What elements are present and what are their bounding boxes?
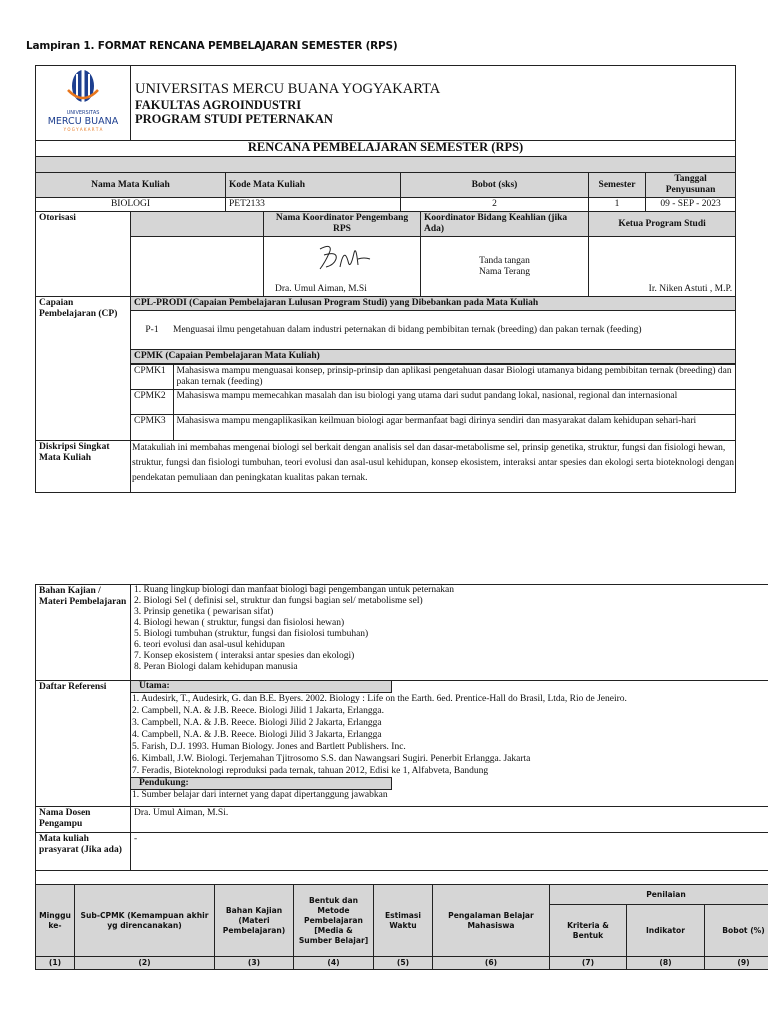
date-value: 09 - SEP - 2023 [646, 198, 736, 212]
otorisasi-blank [131, 212, 264, 237]
signature-placeholder [421, 237, 589, 297]
col-number: (9) [705, 957, 768, 970]
col-time-header: Estimasi Waktu [374, 885, 433, 957]
list-item: 1. Sumber belajar dari internet yang dapat dipertanggung jawabkan [132, 790, 388, 800]
cpmk-code: CPMK2 [131, 390, 173, 415]
head-name: Ir. Niken Astuti , M.P. [648, 284, 733, 294]
list-item: 8. Peran Biologi dalam kehidupan manusia [134, 662, 298, 672]
course-name-value: BIOLOGI [36, 198, 226, 212]
col-week-header: Minggu ke- [36, 885, 75, 957]
course-code-value: PET2133 [226, 198, 401, 212]
coordinator-name: Dra. Umul Aiman, M.Si [275, 284, 367, 294]
list-item: 2. Campbell, N.A. & J.B. Reece. Biologi Jilid 1 Jakarta, Erlangga. [132, 706, 384, 716]
col-number: (3) [215, 957, 294, 970]
prasyarat-label: Mata kuliah prasyarat (Jika ada) [36, 833, 131, 871]
col-number: (4) [294, 957, 374, 970]
spacer-row [36, 157, 736, 173]
otorisasi-label: Otorisasi [36, 212, 131, 297]
course-name-label: Nama Mata Kuliah [36, 173, 226, 198]
expertise-label: Koordinator Bidang Keahlian (jika Ada) [421, 212, 589, 237]
coordinator-signature-cell [264, 237, 421, 297]
deskripsi-text: Matakuliah ini membahas mengenai biologi sel berkait dengan analisis sel dan dasar-metabolisme sel, prinsip genetika, struktur, fungsi dan fisiologi hewan, struktur, fungsi dan fisiologi tumbuhan, teori evolusi dan asal-usul kehidupan, konsep ekosistem, interaksi antar spesies dan ekologi serta bioteknologi dengan pendekatan pemuliaan dan peningkatan kualitas pakan ternak. [131, 440, 736, 492]
coordinator-label: Nama Koordinator Pengembang RPS [264, 212, 421, 237]
col-number: (5) [374, 957, 433, 970]
appendix-caption: Lampiran 1. FORMAT RENCANA PEMBELAJARAN SEMESTER (RPS) [26, 40, 398, 52]
rps-detail-table [35, 584, 768, 970]
semester-value: 1 [589, 198, 646, 212]
cpmk-code: CPMK1 [131, 365, 173, 390]
date-label: Tanggal Penyusunan [646, 173, 736, 198]
cpmk-text: Mahasiswa mampu memecahkan masalah dan isu biologi yang utama dari sudut pandang lokal, nasional, regional dan internasional [173, 390, 735, 415]
cpmk-text: Mahasiswa mampu menguasai konsep, prinsip-prinsip dan aplikasi pengetahuan dasar Biologi utamanya bidang pembibitan ternak (breeding) dan pakan ternak (feeding) [173, 365, 735, 390]
col-method-header: Bentuk dan Metode Pembelajaran [Media & Sumber Belajar] [294, 885, 374, 957]
logo-top-text: UNIVERSITAS [66, 110, 100, 116]
bahan-kajian-label: Bahan Kajian / Materi Pembelajaran [36, 585, 131, 681]
dosen-label: Nama Dosen Pengampu [36, 807, 131, 833]
list-item: 7. Feradis, Bioteknologi reproduksi pada ternak, tahuan 2012, Edisi ke 1, Alfabveta, Bandung [132, 766, 489, 776]
list-item: 2. Biologi Sel ( definisi sel, struktur dan fungsi bagian sel/ metabolisme sel) [134, 596, 423, 606]
signature-icon [314, 241, 374, 277]
deskripsi-label: Diskripsi Singkat Mata Kuliah [36, 440, 131, 492]
cpmk-header: CPMK (Capaian Pembelajaran Mata Kuliah) [131, 350, 735, 364]
program-name: PROGRAM STUDI PETERNAKAN [135, 111, 333, 126]
referensi-utama-label: Utama: [131, 681, 392, 693]
faculty-name: FAKULTAS AGROINDUSTRI [135, 97, 302, 112]
course-code-label: Kode Mata Kuliah [226, 173, 401, 198]
logo-main-text: MERCU BUANA [47, 116, 119, 127]
col-number: (6) [433, 957, 550, 970]
list-item: 3. Prinsip genetika ( pewarisan sifat) [134, 607, 274, 617]
university-logo [36, 66, 131, 141]
col-assessment-header: Penilaian [550, 885, 768, 905]
cpl-block [131, 297, 736, 350]
institution-block [131, 66, 736, 141]
list-item: 7. Konsep ekosistem ( interaksi antar spesies dan ekologi) [134, 651, 355, 661]
semester-label: Semester [589, 173, 646, 198]
dosen-value: Dra. Umul Aiman, M.Si. [131, 807, 768, 833]
col-criteria-header: Kriteria & Bentuk [550, 905, 627, 957]
col-experience-header: Pengalaman Belajar Mahasiswa [433, 885, 550, 957]
cpl-text: Menguasai ilmu pengetahuan dalam industri peternakan di bidang pembibitan ternak (breeding) dan pakan ternak (feeding) [173, 324, 642, 335]
list-item: 6. Kimball, J.W. Biologi. Terjemahan Tjitrosomo S.S. dan Nawangsari Sugiri. Penerbit Erlangga. Jakarta [132, 754, 531, 764]
cpmk-block [131, 350, 736, 441]
cpl-row [131, 311, 735, 349]
university-name: UNIVERSITAS MERCU BUANA YOGYAKARTA [135, 80, 441, 97]
logo-bottom-text: Y O G Y A K A R T A [63, 127, 103, 132]
col-number: (8) [627, 957, 705, 970]
prasyarat-value: - [131, 833, 768, 871]
head-label: Ketua Program Studi [589, 212, 736, 237]
list-item: 3. Campbell, N.A. & J.B. Reece. Biologi Jilid 2 Jakarta, Erlangga [132, 718, 382, 728]
cp-label: Capaian Pembelajaran (CP) [36, 297, 131, 441]
cpl-code: P-1 [145, 324, 159, 335]
col-material-header: Bahan Kajian (Materi Pembelajaran) [215, 885, 294, 957]
cpl-header: CPL-PRODI (Capaian Pembelajaran Lulusan Program Studi) yang Dibebankan pada Mata Kuliah [131, 297, 735, 311]
mercu-buana-logo-icon [38, 66, 128, 136]
referensi-pendukung-label: Pendukung: [131, 777, 392, 790]
rps-header-table [35, 65, 736, 493]
col-number: (2) [75, 957, 215, 970]
cpmk-table [131, 364, 735, 440]
list-item: 5. Farish, D.J. 1993. Human Biology. Jones and Bartlett Publishers. Inc. [132, 742, 406, 752]
list-item: 4. Biologi hewan ( struktur, fungsi dan fisiolosi hewan) [134, 618, 345, 628]
rps-title: RENCANA PEMBELAJARAN SEMESTER (RPS) [36, 141, 736, 157]
col-weight-header: Bobot (%) [705, 905, 768, 957]
col-number: (7) [550, 957, 627, 970]
referensi-block [131, 681, 768, 807]
credits-value: 2 [401, 198, 589, 212]
signature-text-line1: Tanda tangan [479, 255, 530, 266]
otorisasi-empty [131, 237, 264, 297]
list-item: 1. Audesirk, T., Audesirk, G. dan B.E. Byers. 2002. Biology : Life on the Earth. 6ed. Prentice-Hall do Brasil, Ltda, Rio de Jeneiro. [132, 694, 627, 704]
credits-label: Bobot (sks) [401, 173, 589, 198]
col-subcpmk-header: Sub-CPMK (Kemampuan akhir yg direncanakan) [75, 885, 215, 957]
referensi-label: Daftar Referensi [36, 681, 131, 807]
list-item: 6. teori evolusi dan asal-usul kehidupan [134, 640, 285, 650]
head-name-cell [589, 237, 736, 297]
col-indicator-header: Indikator [627, 905, 705, 957]
list-item: 5. Biologi tumbuhan (struktur, fungsi dan fisiolosi tumbuhan) [134, 629, 369, 639]
list-item: 4. Campbell, N.A. & J.B. Reece. Biologi Jilid 3 Jakarta, Erlangga [132, 730, 382, 740]
col-number: (1) [36, 957, 75, 970]
spacer-row [36, 871, 768, 885]
referensi-utama-list [131, 693, 768, 777]
signature-text-line2: Nama Terang [478, 266, 531, 277]
cpmk-text: Mahasiswa mampu mengaplikasikan keilmuan biologi agar bermanfaat bagi dirinya sendiri dan masyarakat dalam kehidupan sehari-hari [173, 415, 735, 440]
cpmk-code: CPMK3 [131, 415, 173, 440]
list-item: 1. Ruang lingkup biologi dan manfaat biologi bagi pengembangan untuk peternakan [134, 585, 455, 595]
bahan-kajian-list [131, 585, 768, 681]
